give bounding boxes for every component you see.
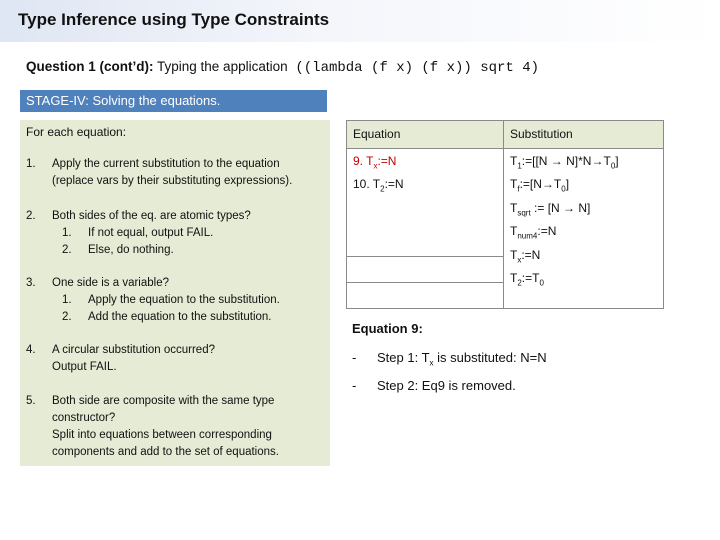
step-number: 4. (26, 344, 36, 356)
equation-substitution-table (346, 120, 664, 309)
equation-9-step-1: - Step 1: $T_x$ is substituted: N=N (352, 350, 547, 368)
equation-row: 10. $T_2:=N$ (353, 177, 404, 194)
equation-empty-cell (347, 257, 504, 283)
question-label: Question 1 (cont’d): (26, 59, 154, 74)
step-line: Apply the current substitution to the equation (52, 158, 280, 170)
equation-empty-cell (347, 283, 504, 309)
substitution-list (504, 149, 663, 295)
sub-step: 1. Apply the equation to the substitution. (62, 294, 280, 306)
stage-banner: STAGE-IV: Solving the equations. (20, 90, 327, 112)
step-line: Output FAIL. (52, 361, 117, 373)
sub-step: 1. If not equal, output FAIL. (62, 227, 214, 239)
step-line: Both sides of the eq. are atomic types? (52, 210, 251, 222)
step-line: (replace vars by their substituting expressions). (52, 175, 293, 187)
question-text: Typing the application (157, 59, 288, 74)
sub-step: 2. Else, do nothing. (62, 244, 174, 256)
substitution-row: $T_2:=T_0$ (510, 270, 544, 288)
substitution-row: $T_{sqrt}$ := [N → N] (510, 200, 591, 218)
step-number: 1. (26, 158, 36, 170)
substitution-row: $T_1:=[[N \to N]*N\to T_0]$ (510, 154, 619, 171)
step-line: One side is a variable? (52, 277, 169, 289)
step-line: components and add to the set of equations. (52, 446, 279, 458)
question-line (26, 59, 539, 76)
substitution-row: $T_x:=N$ (510, 247, 541, 264)
equation-row: 9. $T_x:=N$ (353, 154, 397, 171)
question-code: ((lambda (f x) (f x)) sqrt 4) (295, 60, 540, 76)
step-line: A circular substitution occurred? (52, 344, 215, 356)
equation-9-title: Equation 9: (352, 321, 423, 336)
step-line: Split into equations between corresponding (52, 429, 272, 441)
step-number: 2. (26, 210, 36, 222)
substitution-column-header: Substitution (504, 121, 664, 149)
step-number: 3. (26, 277, 36, 289)
substitution-row: $T_{num4}:=N$ (510, 224, 557, 241)
equations-cell (347, 149, 504, 257)
slide-title: Type Inference using Type Constraints (18, 10, 330, 29)
steps-panel (20, 120, 330, 466)
step-number: 5. (26, 395, 36, 407)
step-line: constructor? (52, 412, 116, 424)
steps-heading: For each equation: (26, 125, 127, 139)
equation-9-step-2: - Step 2: Eq9 is removed. (352, 378, 516, 393)
equation-column-header: Equation (347, 121, 504, 149)
step-line: Both side are composite with the same type (52, 395, 275, 407)
title-bar (0, 0, 720, 42)
substitution-row: $T_f:=[N\to T_0]$ (510, 177, 570, 194)
sub-step: 2. Add the equation to the substitution. (62, 311, 272, 323)
substitutions-cell (504, 149, 664, 309)
